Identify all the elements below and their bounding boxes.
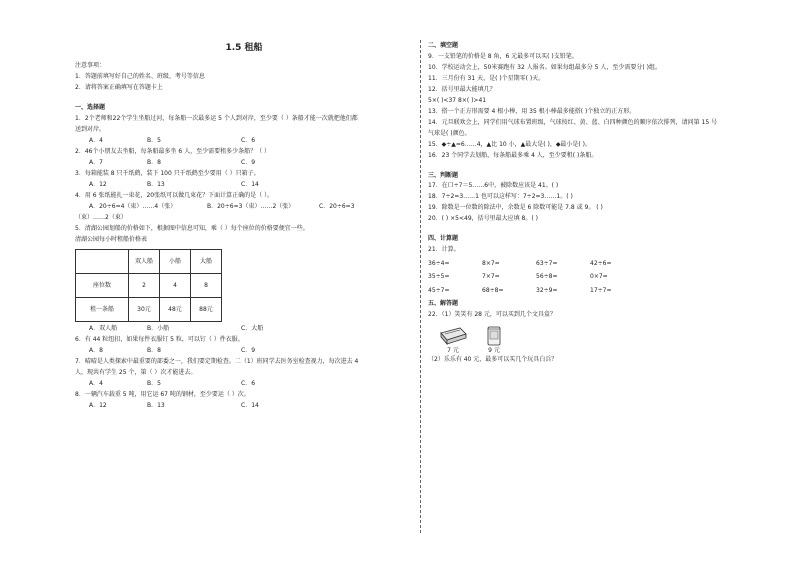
- option-c-continued: （束）……2（束）: [75, 213, 127, 221]
- option-c[interactable]: C．大船: [241, 324, 264, 332]
- option-c[interactable]: C．9: [241, 346, 256, 354]
- question-text: 7．晴晴是人类探索中最重要的部委之一，我们要定期检查。二（1）班同学去医务室检查视力，每次进去 4: [75, 357, 359, 365]
- calc-grid: [428, 260, 728, 295]
- section-heading-choice: 一、选择题: [75, 104, 106, 112]
- calc-item: 36÷4=: [428, 259, 450, 267]
- question-2: [75, 148, 413, 170]
- table-header-row: [76, 249, 222, 273]
- question-text: 8．一辆汽车载重 5 吨，用它运 67 吨的钢材，至少要运（ ）次。: [75, 390, 250, 398]
- question-text: 5．清湖公园划船的价格如下，根据图中信息可知，乘（ ）每个座位的价格要便宜一些。: [75, 224, 309, 232]
- calc-item: 42÷6=: [590, 259, 612, 267]
- question-19: 19．除数是一位数的除法中，余数是 6 除数可能是 7.8 或 9。 ( ): [428, 204, 603, 211]
- option-a[interactable]: A．4: [89, 136, 103, 144]
- option-a[interactable]: A．8: [89, 346, 103, 354]
- option-b[interactable]: B．小船: [147, 324, 170, 332]
- table-cell: 30元: [129, 297, 160, 321]
- question-14-continued: 气球是( )颜色。: [428, 129, 471, 137]
- table-cell: 2: [129, 273, 160, 297]
- question-text: 2．46个小朋友去坐船，每条船最多坐 6 人，至少需要租多少条船？（ ）: [75, 147, 270, 155]
- question-1: [75, 115, 413, 148]
- option-c[interactable]: C．20÷6=3: [319, 202, 355, 210]
- calc-item: 8×7=: [482, 259, 500, 267]
- option-b[interactable]: B．8: [147, 158, 161, 166]
- question-text: 3．每箱能装 8 只千纸鹤，装下 100 只千纸鹤至少要用（ ）只箱子。: [75, 169, 260, 177]
- question-7: [75, 358, 413, 391]
- table-header-cell: 小船: [160, 249, 191, 273]
- question-22-2: （2）乐乐有 40 元，最多可以买几个玩具白兵？: [428, 356, 558, 363]
- left-column: [75, 38, 413, 413]
- question-4: [75, 192, 413, 225]
- price-table: [75, 249, 222, 322]
- question-15: 15．◆÷▲=6……4，▲比 10 小，▲最大是( )，◆最小是( )。: [428, 140, 592, 148]
- table-header-cell: [76, 249, 129, 273]
- table-row: [76, 297, 222, 321]
- notes: [75, 62, 413, 95]
- option-c[interactable]: C．6: [241, 379, 256, 387]
- question-12-blanks: 5×( )<37 8×( )>41: [428, 96, 487, 104]
- table-header-cell: 双人船: [129, 249, 160, 273]
- section-heading-fill: 二、填空题: [428, 42, 459, 49]
- table-row: [76, 273, 222, 297]
- option-a[interactable]: A．20÷6=4（束）……4（张）: [89, 202, 177, 210]
- question-text: 1．2个老师和22个学生坐船过河，每条船一次最多运 5 个人到对岸，至少要（ ）条船才能一次就把他们都: [75, 114, 358, 122]
- calc-item: 32÷9=: [536, 286, 558, 294]
- note-item: 2．请将答案正确填写在答题卡上: [75, 84, 163, 92]
- question-text: 6．有 44 粒纽扣，如果每件衣服钉 5 粒，可以钉（ ）件衣服。: [75, 335, 244, 343]
- price-table-title: 清湖公园每小时租船价格表: [75, 235, 148, 243]
- section-heading-judge: 三、判断题: [428, 171, 459, 179]
- calc-item: 63÷7=: [536, 259, 558, 267]
- cup-item: [486, 325, 502, 355]
- option-c[interactable]: C．6: [241, 136, 256, 144]
- pencil-case-item: [438, 325, 468, 355]
- question-6: [75, 336, 413, 358]
- table-cell: 48元: [160, 297, 191, 321]
- calc-item: 7×7=: [482, 273, 500, 280]
- right-column: [428, 38, 728, 367]
- option-a[interactable]: A．12: [89, 401, 107, 409]
- question-17: 17．在口÷7＝5……6中，被除数应该是 41。( ): [428, 182, 559, 189]
- section-heading-calc: 四、计算题: [428, 235, 459, 242]
- question-text: 送到对岸。: [75, 125, 106, 133]
- calc-item: 35÷5=: [428, 273, 450, 280]
- option-a[interactable]: A．双人船: [89, 324, 118, 332]
- table-cell: 4: [160, 273, 191, 297]
- question-14: 14．元旦联欢会上，同学们用气球布置班级，气球按红、黄、蓝、白四种颜色的顺序依次排列，请问第 15 号: [428, 118, 718, 126]
- option-a[interactable]: A．4: [89, 379, 103, 387]
- pencil-case-icon: [438, 325, 468, 347]
- question-3: [75, 170, 413, 192]
- calc-item: 56÷8=: [536, 273, 558, 280]
- price-label: 7 元: [447, 346, 459, 354]
- option-b[interactable]: B．13: [147, 180, 165, 188]
- calc-item: 68÷8=: [482, 286, 504, 294]
- question-text: 人，现共有学生 25 个，第（ ）次才能进去。: [75, 368, 197, 376]
- option-a[interactable]: A．7: [89, 158, 103, 166]
- question-16: 16．23 个同学去划船，每条船最多乘 4 人，至少要租( )条船。: [428, 151, 598, 159]
- table-cell: 租一条船: [76, 297, 129, 321]
- price-label: 9 元: [488, 346, 500, 354]
- table-cell: 座位数: [76, 273, 129, 297]
- option-c[interactable]: C．14: [241, 180, 259, 188]
- notes-heading: 注意事项：: [75, 62, 106, 70]
- option-b[interactable]: B．5: [147, 136, 161, 144]
- question-13: 13．搭一个正方形需要 4 根小棒，用 35 根小棒最多能搭( )个独立的正方形。: [428, 107, 636, 115]
- question-20: 20．( ) ×5<49，括号里最大应填 8。( ): [428, 215, 538, 222]
- option-a[interactable]: A．12: [89, 180, 107, 188]
- question-12: 12．括号里最大能填几？: [428, 85, 496, 93]
- question-10: 10．学校运动会上，50米赛跑有 32 人报名。如果每组最多分 5 人，至少需要分( )组。: [428, 63, 661, 71]
- calc-item: 0×7=: [590, 273, 608, 280]
- table-cell: 8: [191, 273, 222, 297]
- option-b[interactable]: B．20÷6=3（束）……2（张）: [207, 202, 295, 210]
- question-text: 4．用 6 张纸能扎一束花，20张纸可以做几束花？下面计算正确的是（ ）。: [75, 191, 273, 199]
- table-cell: 88元: [191, 297, 222, 321]
- calc-item: 17÷7=: [590, 286, 612, 294]
- question-22-1: 22．（1）笑笑有 28 元，可以买到几个文具盒？: [428, 310, 556, 318]
- option-b[interactable]: B．13: [147, 401, 165, 409]
- option-c[interactable]: C．14: [241, 401, 259, 409]
- calc-item: 45÷7=: [428, 286, 450, 294]
- option-c[interactable]: C．9: [241, 158, 256, 166]
- goods-row: [438, 325, 728, 355]
- cup-icon: [486, 325, 502, 347]
- question-18: 18．7÷2=3……1 也可以这样写：7÷2=3……1。( ): [428, 193, 573, 200]
- option-b[interactable]: B．8: [147, 346, 161, 354]
- option-b[interactable]: B．5: [147, 379, 161, 387]
- question-11: 11．三月份有 31 天，是( )个星期零( )天。: [428, 74, 545, 82]
- question-8: [75, 391, 413, 413]
- section-heading-answer: 五、解答题: [428, 300, 459, 307]
- table-header-cell: 大船: [191, 249, 222, 273]
- question-5: [75, 225, 413, 336]
- column-divider: [420, 40, 421, 533]
- question-9: 9．一支铅笔的价格是 8 角，6 元最多可以买( )支铅笔。: [428, 52, 578, 60]
- note-item: 1．答题前填写好自己的姓名、班级、考号等信息: [75, 73, 205, 81]
- page-title: 1.5 租船: [225, 43, 263, 53]
- question-21: 21．计算。: [428, 245, 460, 253]
